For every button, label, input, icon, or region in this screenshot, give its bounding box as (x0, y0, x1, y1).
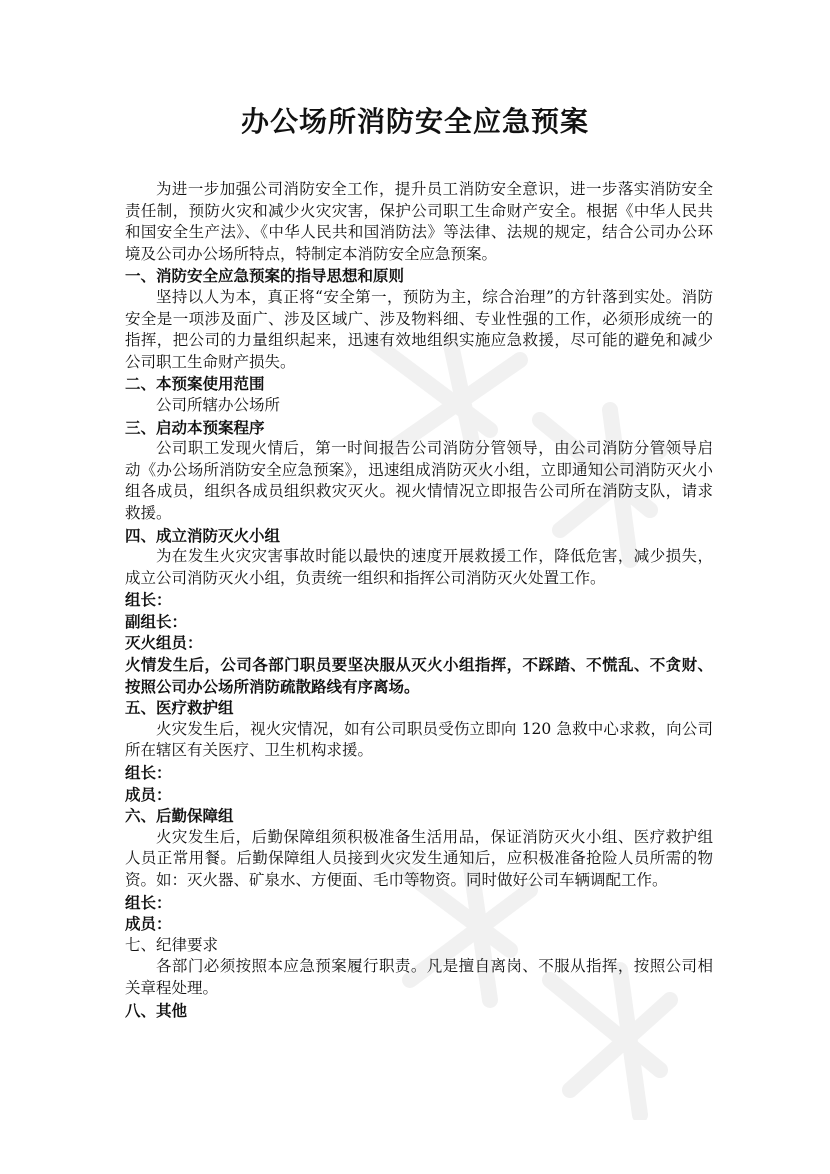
section-4-deputy-label: 副组长： (125, 611, 188, 631)
section-5-members-label: 成员： (125, 784, 172, 804)
section-4-body: 为在发生火灾灾害事故时能以最快的速度开展救援工作，降低危害，减少损失，成立公司消防灭火小组，负责统一组织和指挥公司消防灭火处置工作。 (125, 547, 713, 587)
section-5-heading: 五、医疗救护组 (125, 698, 234, 718)
section-1-body: 坚持以人为本，真正将“安全第一，预防为主，综合治理”的方针落到实处。消防安全是一项涉及面广、涉及区域广、涉及物料细、专业性强的工作，必须形成统一的指挥，把公司的力量组织起来，迅速有效地组织实施应急救援，尽可能的避免和减少公司职工生命财产损失。 (125, 287, 713, 371)
section-6-heading: 六、后勤保障组 (125, 806, 234, 826)
section-4-notice: 火情发生后，公司各部门职员要坚决服从灭火小组指挥，不踩踏、不慌乱、不贪财、按照公司办公场所消防疏散路线有序离场。 (125, 655, 713, 696)
section-4-members-label: 灭火组员： (125, 633, 203, 653)
document-body (125, 179, 713, 1021)
section-2-body: 公司所辖办公场所 (156, 395, 281, 414)
section-5-leader-label: 组长： (125, 763, 172, 783)
section-3-heading: 三、启动本预案程序 (125, 417, 265, 437)
document-title: 办公场所消防安全应急预案 (240, 105, 589, 138)
section-4-heading: 四、成立消防灭火小组 (125, 525, 281, 545)
section-7-heading: 七、纪律要求 (125, 935, 219, 954)
section-6-leader-label: 组长： (125, 892, 172, 912)
section-6-body: 火灾发生后，后勤保障组须积极准备生活用品，保证消防灭火小组、医疗救护组人员正常用餐。后勤保障组人员接到火灾发生通知后，应积极准备抢险人员所需的物资。如：灭火器、矿泉水、方便面、毛巾等物资。同时做好公司车辆调配工作。 (125, 827, 713, 889)
section-6-members-label: 成员： (125, 914, 172, 934)
section-7-body: 各部门必须按照本应急预案履行职责。凡是擅自离岗、不服从指挥，按照公司相关章程处理。 (125, 957, 713, 997)
section-8-heading: 八、其他 (125, 1000, 188, 1020)
intro-paragraph: 为进一步加强公司消防安全工作，提升员工消防安全意识，进一步落实消防安全责任制，预防火灾和减少火灾灾害，保护公司职工生命财产安全。根据《中华人民共和国安全生产法》、《中华人民共和国消防法》等法律、法规的规定，结合公司办公环境及公司办公场所特点，特制定本消防安全应急预案。 (125, 180, 713, 263)
section-3-body: 公司职工发现火情后，第一时间报告公司消防分管领导，由公司消防分管领导启动《办公场所消防安全应急预案》，迅速组成消防灭火小组，立即通知公司消防灭火小组各成员，组织各成员组织救灾灭火。视火情情况立即报告公司所在消防支队，请求救援。 (125, 439, 713, 522)
section-4-leader-label: 组长： (125, 590, 172, 610)
section-2-heading: 二、本预案使用范围 (125, 374, 265, 394)
section-1-heading: 一、消防安全应急预案的指导思想和原则 (125, 266, 405, 286)
section-5-body: 火灾发生后，视火灾情况，如有公司职员受伤立即向 120 急救中心求救，向公司所在辖区有关医疗、卫生机构求援。 (125, 719, 713, 760)
